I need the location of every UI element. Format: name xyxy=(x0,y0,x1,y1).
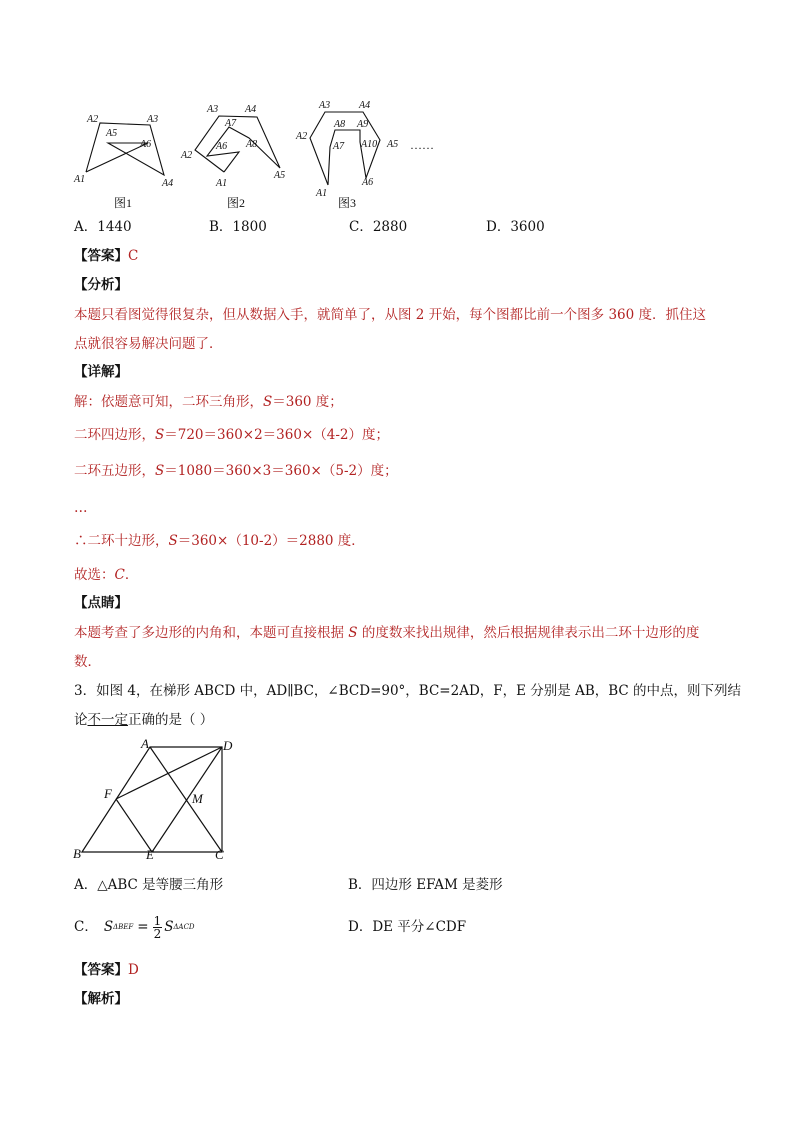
q2-comment-line1-pre: 本题考查了多边形的内角和，本题可直接根据 xyxy=(74,625,349,641)
figure-2-shape xyxy=(195,116,280,172)
fig1-label-a6: A6 xyxy=(140,139,152,150)
q2-answer xyxy=(74,246,138,266)
fig4-label-c: C xyxy=(215,847,224,862)
q2-option-a-key: A． xyxy=(74,219,98,235)
q2-detail-line2-post: ＝720＝360×2＝360×（4-2）度； xyxy=(164,427,390,443)
q3-answer-label: 【答案】 xyxy=(74,962,128,978)
fig4-label-f: F xyxy=(104,786,112,801)
q2-detail-line5-var: S xyxy=(168,533,178,549)
q2-detail-line5-post: ＝360×（10-2）＝2880 度． xyxy=(177,533,365,549)
q3-stem-line2 xyxy=(74,710,213,730)
q3-option-a: A．△ABC 是等腰三角形 xyxy=(74,877,224,893)
q2-detail-line4: … xyxy=(74,500,88,516)
fig2-label-a5: A5 xyxy=(274,170,286,181)
fig2-label-a7: A7 xyxy=(225,118,237,129)
q2-detail-line2-var: S xyxy=(155,427,165,443)
q2-analysis-line1: 本题只看图觉得很复杂，但从数据入手，就简单了，从图 2 开始，每个图都比前一个图多 360 度．抓住这 xyxy=(74,307,707,323)
q3-option-c-key: C． xyxy=(74,919,98,935)
fig1-label-a5: A5 xyxy=(106,128,118,139)
q2-detail-line1-post: ＝360 度； xyxy=(272,394,343,410)
q2-detail-line5 xyxy=(74,531,365,551)
q2-option-b-key: B． xyxy=(209,219,233,235)
q2-option-a-value: 1440 xyxy=(97,219,132,235)
fig2-label-a3: A3 xyxy=(207,104,219,115)
q2-detail-line3-post: ＝1080＝360×3＝360×（5-2）度； xyxy=(164,463,398,479)
q2-detail-line6 xyxy=(74,565,138,585)
polygon-figures xyxy=(0,0,794,215)
q2-detail-line1-pre: 解：依题意可知，二环三角形， xyxy=(74,394,263,410)
q3-option-b: B．四边形 EFAM 是菱形 xyxy=(348,877,503,893)
q2-detail-line6-var: C xyxy=(114,567,125,583)
q2-comment-line1 xyxy=(74,623,699,643)
segment-fe xyxy=(116,799,152,852)
q3-stem-line2-post: 正确的是（ ） xyxy=(128,712,214,728)
fig3-label-a5: A5 xyxy=(387,139,399,150)
q2-option-b-value: 1800 xyxy=(232,219,267,235)
figure-1 xyxy=(86,123,164,175)
fig1-label-a4: A4 xyxy=(162,178,174,189)
q2-detail-line3 xyxy=(74,461,398,481)
q3-option-c-lhs-sub: ΔBEF xyxy=(113,923,134,931)
q2-analysis-line2: 点就很容易解决问题了． xyxy=(74,336,223,352)
q3-option-d: D．DE 平分∠CDF xyxy=(348,919,467,935)
trapezoid-figure xyxy=(60,734,260,864)
fig2-label-a2: A2 xyxy=(181,150,193,161)
q2-option-d-key: D． xyxy=(486,219,511,235)
segment-fd xyxy=(116,747,222,799)
q2-detail-line5-pre: ∴二环十边形， xyxy=(74,533,169,549)
fig4-label-e: E xyxy=(146,847,154,862)
q3-stem-emphasis: 不一定 xyxy=(87,712,128,728)
q2-detail-line1 xyxy=(74,392,343,412)
q2-detail-line3-pre: 二环五边形， xyxy=(74,463,155,479)
q3-option-c-rhs: S xyxy=(164,919,174,935)
q3-answer-value: D xyxy=(128,962,139,978)
figure-1-shape xyxy=(86,123,164,175)
fig2-label-a6: A6 xyxy=(216,141,228,152)
q2-comment-label: 【点睛】 xyxy=(74,595,128,611)
q3-stem-line1: 3．如图 4，在梯形 ABCD 中，AD∥BC，∠BCD=90°，BC=2AD，F，E 分别是 AB，BC 的中点，则下列结 xyxy=(74,683,742,699)
q2-detail-line6-post: ． xyxy=(124,567,139,583)
fig4-label-b: B xyxy=(73,846,81,861)
fig1-label-a3: A3 xyxy=(147,114,159,125)
q2-option-c-value: 2880 xyxy=(372,219,408,235)
q3-solution-label: 【解析】 xyxy=(74,991,128,1007)
fig3-label-a6: A6 xyxy=(362,177,374,188)
figures-ellipsis: …… xyxy=(410,138,434,152)
fraction-numerator: 1 xyxy=(153,913,162,928)
fig3-label-a9: A9 xyxy=(357,119,369,130)
fig4-label-a: A xyxy=(141,736,149,751)
fraction-denominator: 2 xyxy=(153,926,162,941)
q2-detail-line2 xyxy=(74,425,389,445)
q2-option-a xyxy=(74,217,132,237)
fig3-caption: 图3 xyxy=(338,196,357,210)
fig4-label-d: D xyxy=(223,738,233,753)
q2-option-d xyxy=(486,217,545,237)
q2-detail-line6-pre: 故选： xyxy=(74,567,115,583)
q3-answer xyxy=(74,960,139,980)
q3-option-c xyxy=(74,909,195,945)
q2-comment-line1-var: S xyxy=(348,625,358,641)
figure-2 xyxy=(195,116,280,172)
fig3-label-a3: A3 xyxy=(319,100,331,111)
q2-option-b xyxy=(209,217,267,237)
q2-analysis-label: 【分析】 xyxy=(74,277,128,293)
fig2-label-a4: A4 xyxy=(245,104,257,115)
q2-answer-label: 【答案】 xyxy=(74,248,128,264)
fig3-label-a1: A1 xyxy=(316,188,328,199)
q2-comment-line2: 数． xyxy=(74,654,101,670)
q3-option-c-rhs-sub: ΔACD xyxy=(173,923,195,931)
fig2-caption: 图2 xyxy=(227,196,246,210)
fig3-label-a2: A2 xyxy=(296,131,308,142)
q2-detail-label: 【详解】 xyxy=(74,364,128,380)
q3-option-c-eq: = xyxy=(137,919,149,935)
q2-answer-value: C xyxy=(128,248,139,264)
fig2-label-a1: A1 xyxy=(216,178,228,189)
fig2-label-a8: A8 xyxy=(246,139,258,150)
q3-option-c-fraction xyxy=(153,915,163,940)
q2-detail-line3-var: S xyxy=(155,463,165,479)
q2-option-d-value: 3600 xyxy=(510,219,545,235)
q2-comment-line1-post: 的度数来找出规律，然后根据规律表示出二环十边形的度 xyxy=(357,625,700,641)
fig3-label-a10: A10 xyxy=(361,139,378,150)
q2-detail-line2-pre: 二环四边形， xyxy=(74,427,155,443)
fig1-caption: 图1 xyxy=(114,196,133,210)
fig3-label-a7: A7 xyxy=(333,141,345,152)
q2-option-c xyxy=(349,217,407,237)
fig3-label-a8: A8 xyxy=(334,119,346,130)
fig1-label-a1: A1 xyxy=(74,174,86,185)
q2-detail-line1-var: S xyxy=(263,394,273,410)
fig3-label-a4: A4 xyxy=(359,100,371,111)
q3-stem-line2-pre: 论 xyxy=(74,712,88,728)
q2-option-c-key: C． xyxy=(349,219,373,235)
fig4-label-m: M xyxy=(192,791,203,806)
fig1-label-a2: A2 xyxy=(87,114,99,125)
q3-option-c-lhs: S xyxy=(103,919,114,935)
